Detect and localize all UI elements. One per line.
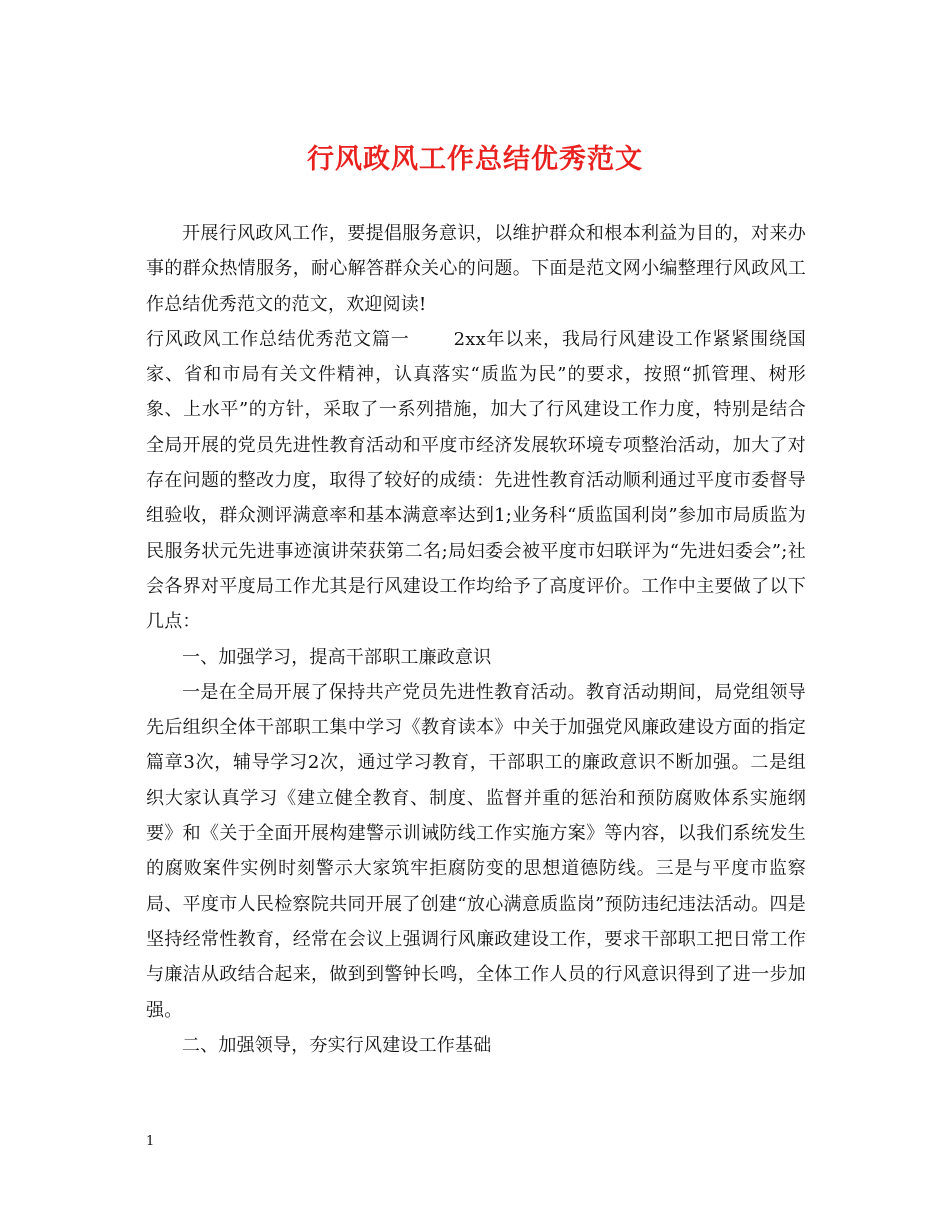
document-title: 行风政风工作总结优秀范文 — [307, 144, 643, 175]
heading-2: 二、加强领导，夯实行风建设工作基础 — [182, 1034, 492, 1056]
page-number: 1 — [146, 1134, 155, 1149]
section-paragraph — [146, 322, 806, 640]
section-body: 2xx年以来，我局行风建设工作紧紧围绕国家、省和市局有关文件精神，认真落实“质监为民”的要求，按照“抓管理、树形象、上水平”的方针，采取了一系列措施，加大了行风建设工作力度，特别是结合全局开展的党员先进性教育活动和平度市经济发展软环境专项整治活动，加大了对存在问题的整改力度，取得了较好的成绩：先进性教育活动顺利通过平度市委督导组验收，群众测评满意率和基本满意率达到1;业务科“质监国利岗”参加市局质监为民服务状元先进事迹演讲荣获第二名;局妇委会被平度市妇联评为“先进妇委会”;社会各界对平度局工作尤其是行风建设工作均给予了高度评价。工作中主要做了以下几点： — [146, 328, 806, 633]
document-body — [146, 216, 806, 1063]
section-heading: 行风政风工作总结优秀范文篇一 — [146, 328, 410, 350]
intro-paragraph: 开展行风政风工作，要提倡服务意识，以维护群众和根本利益为目的，对来办事的群众热情服务，耐心解答群众关心的问题。下面是范文网小编整理行风政风工作总结优秀范文的范文，欢迎阅读! — [146, 223, 806, 315]
heading-1: 一、加强学习，提高干部职工廉政意识 — [182, 646, 492, 668]
paragraph-1: 一是在全局开展了保持共产党员先进性教育活动。教育活动期间，局党组领导先后组织全体干部职工集中学习《教育读本》中关于加强党风廉政建设方面的指定篇章3次，辅导学习2次，通过学习教育，干部职工的廉政意识不断加强。二是组织大家认真学习《建立健全教育、制度、监督并重的惩治和预防腐败体系实施纲要》和《关于全面开展构建警示训诫防线工作实施方案》等内容，以我们系统发生的腐败案件实例时刻警示大家筑牢拒腐防变的思想道德防线。三是与平度市监察局、平度市人民检察院共同开展了创建“放心满意质监岗”预防违纪违法活动。四是坚持经常性教育，经常在会议上强调行风廉政建设工作，要求干部职工把日常工作与廉洁从政结合起来，做到到警钟长鸣，全体工作人员的行风意识得到了进一步加强。 — [146, 681, 806, 1021]
